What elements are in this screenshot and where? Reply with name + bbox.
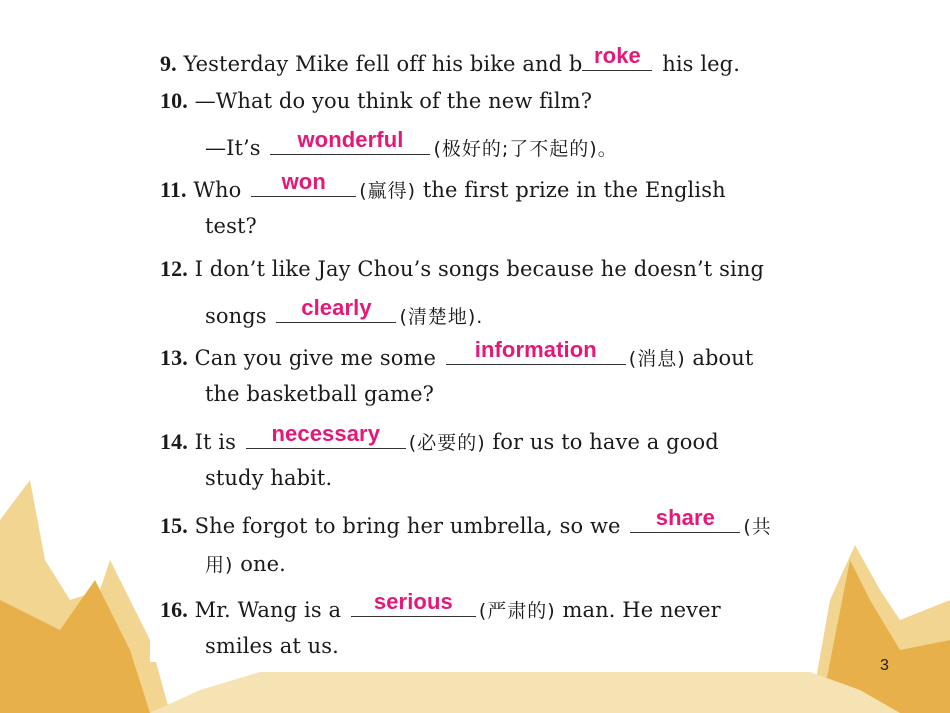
question-text: one. bbox=[240, 552, 286, 576]
answer-text: information bbox=[474, 337, 597, 362]
question-10 bbox=[160, 88, 592, 114]
question-number: 14. bbox=[160, 429, 188, 454]
answer-text: wonderful bbox=[297, 127, 404, 152]
answer-text: clearly bbox=[301, 295, 372, 320]
question-number: 12. bbox=[160, 256, 188, 281]
answer-blank[interactable] bbox=[251, 169, 356, 197]
question-12-line-2 bbox=[205, 295, 484, 329]
question-text: his leg. bbox=[662, 52, 740, 76]
question-number: 11. bbox=[160, 177, 187, 202]
question-10-line-2 bbox=[205, 127, 618, 161]
question-text: the basketball game? bbox=[205, 382, 435, 406]
question-text: the first prize in the English bbox=[422, 178, 726, 202]
question-15-line-2 bbox=[205, 550, 286, 577]
question-9 bbox=[160, 43, 740, 77]
question-16 bbox=[160, 589, 721, 623]
answer-blank[interactable] bbox=[270, 127, 430, 155]
question-14 bbox=[160, 421, 719, 455]
question-text: test? bbox=[205, 214, 257, 238]
question-16-line-2 bbox=[205, 634, 339, 658]
question-11 bbox=[160, 169, 726, 203]
question-text: about bbox=[692, 346, 754, 370]
answer-blank[interactable] bbox=[351, 589, 476, 617]
question-number: 10. bbox=[160, 88, 188, 113]
question-13 bbox=[160, 337, 754, 371]
question-text: study habit. bbox=[205, 466, 333, 490]
question-text: Can you give me some bbox=[194, 346, 436, 370]
chinese-hint: (赢得) bbox=[359, 180, 417, 202]
question-text: It is bbox=[194, 430, 236, 454]
answer-text: share bbox=[655, 505, 715, 530]
answer-text: won bbox=[281, 169, 326, 194]
page-number: 3 bbox=[880, 657, 889, 674]
question-text: I don’t like Jay Chou’s songs because he doesn’t sing bbox=[194, 257, 764, 281]
chinese-hint: (共 bbox=[743, 516, 772, 538]
question-text: songs bbox=[205, 304, 267, 328]
chinese-hint: (清楚地). bbox=[399, 306, 484, 328]
answer-blank[interactable] bbox=[276, 295, 396, 323]
chinese-hint: (严肃的) bbox=[478, 600, 556, 622]
answer-blank[interactable] bbox=[582, 43, 652, 71]
chinese-hint: (消息) bbox=[628, 348, 686, 370]
question-11-line-2 bbox=[205, 214, 257, 238]
question-number: 15. bbox=[160, 513, 188, 538]
question-12 bbox=[160, 256, 764, 282]
answer-blank[interactable] bbox=[446, 337, 626, 365]
question-text: for us to have a good bbox=[492, 430, 719, 454]
question-text: —What do you think of the new film? bbox=[194, 89, 593, 113]
question-number: 13. bbox=[160, 345, 188, 370]
question-text: man. He never bbox=[562, 598, 721, 622]
answer-blank[interactable] bbox=[630, 505, 740, 533]
answer-text: necessary bbox=[271, 421, 381, 446]
chinese-hint: (极好的;了不起的)。 bbox=[433, 138, 618, 160]
question-15 bbox=[160, 505, 772, 539]
question-text: —It’s bbox=[205, 136, 261, 160]
answer-text: serious bbox=[373, 589, 453, 614]
question-14-line-2 bbox=[205, 466, 332, 490]
chinese-hint: 用) bbox=[205, 554, 234, 576]
question-text: smiles at us. bbox=[205, 634, 339, 658]
question-text: Who bbox=[193, 178, 242, 202]
question-number: 16. bbox=[160, 597, 188, 622]
chinese-hint: (必要的) bbox=[408, 432, 486, 454]
question-13-line-2 bbox=[205, 382, 434, 406]
question-text: She forgot to bring her umbrella, so we bbox=[194, 514, 621, 538]
answer-text: roke bbox=[594, 43, 641, 68]
question-number: 9. bbox=[160, 51, 177, 76]
question-text: Mr. Wang is a bbox=[194, 598, 342, 622]
question-text: Yesterday Mike fell off his bike and b bbox=[183, 52, 583, 76]
answer-blank[interactable] bbox=[246, 421, 406, 449]
